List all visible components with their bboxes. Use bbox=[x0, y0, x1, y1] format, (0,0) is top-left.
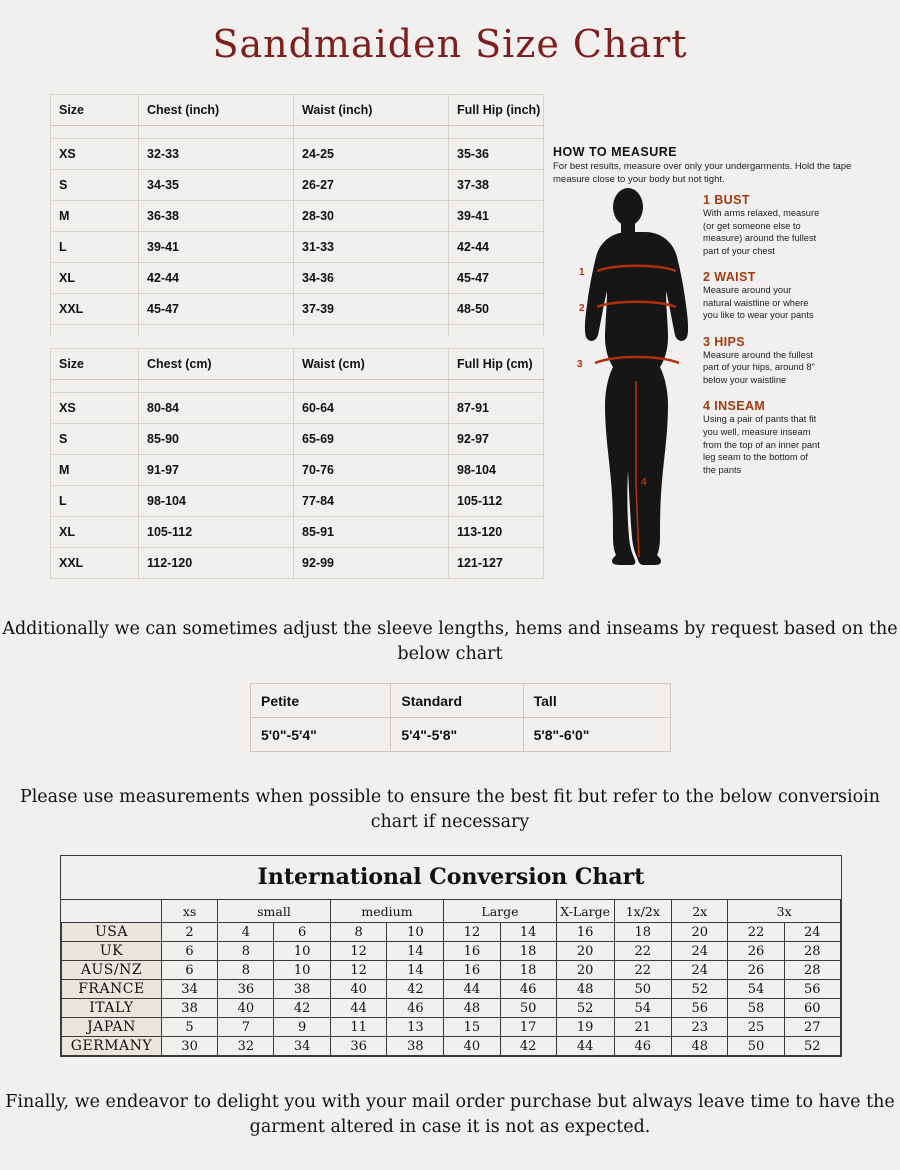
country-label: AUS/NZ bbox=[62, 961, 162, 980]
cell-waist: 24-25 bbox=[294, 139, 449, 170]
table-row bbox=[51, 170, 544, 201]
cell-size-value: 44 bbox=[444, 980, 500, 999]
table-row bbox=[62, 1018, 841, 1037]
cell-size-value: 44 bbox=[556, 1037, 614, 1056]
column-header-chest: Chest (cm) bbox=[139, 349, 294, 380]
cell-size-value: 18 bbox=[500, 961, 556, 980]
country-label: FRANCE bbox=[62, 980, 162, 999]
measure-note-inseam bbox=[703, 399, 893, 476]
cell-size-value: 6 bbox=[274, 923, 330, 942]
cell-hip: 45-47 bbox=[449, 263, 544, 294]
table-row bbox=[51, 232, 544, 263]
cell-size-value: 28 bbox=[784, 961, 840, 980]
cell-standard-range: 5'4"-5'8" bbox=[391, 718, 523, 752]
cell-hip: 105-112 bbox=[449, 486, 544, 517]
cell-size-value: 14 bbox=[387, 942, 444, 961]
table-row bbox=[62, 980, 841, 999]
cell-size-value: 4 bbox=[218, 923, 274, 942]
cell-size-value: 20 bbox=[556, 961, 614, 980]
cell-chest: 36-38 bbox=[139, 201, 294, 232]
cell-size-value: 16 bbox=[444, 961, 500, 980]
cell-hip: 87-91 bbox=[449, 393, 544, 424]
cell-hip: 37-38 bbox=[449, 170, 544, 201]
measure-marker-1: 1 bbox=[579, 267, 585, 278]
cell-size-value: 46 bbox=[387, 999, 444, 1018]
cell-chest: 105-112 bbox=[139, 517, 294, 548]
cell-size: L bbox=[51, 232, 139, 263]
table-spacer-row bbox=[51, 126, 544, 139]
measure-marker-3: 3 bbox=[577, 359, 583, 370]
cell-size: XS bbox=[51, 393, 139, 424]
cell-size-value: 46 bbox=[614, 1037, 672, 1056]
cell-size-value: 12 bbox=[330, 961, 387, 980]
cell-size-value: 42 bbox=[500, 1037, 556, 1056]
cell-size-value: 21 bbox=[614, 1018, 672, 1037]
cell-size: S bbox=[51, 170, 139, 201]
cell-size: XL bbox=[51, 263, 139, 294]
cell-size-value: 54 bbox=[614, 999, 672, 1018]
cell-size-value: 20 bbox=[556, 942, 614, 961]
cell-size-value: 27 bbox=[784, 1018, 840, 1037]
paragraph-closing: Finally, we endeavor to delight you with your mail order purchase but always leave time to have the garment altered in case it is not as expected. bbox=[5, 1092, 895, 1138]
conversion-chart-title: International Conversion Chart bbox=[61, 856, 841, 900]
cell-size-value: 9 bbox=[274, 1018, 330, 1037]
cell-size-value: 26 bbox=[728, 961, 784, 980]
international-conversion-chart bbox=[60, 855, 842, 1057]
table-row bbox=[51, 455, 544, 486]
table-row bbox=[62, 1037, 841, 1056]
cell-size-value: 7 bbox=[218, 1018, 274, 1037]
cell-size-value: 30 bbox=[161, 1037, 217, 1056]
group-xlarge: X-Large bbox=[556, 900, 614, 923]
cell-size-value: 22 bbox=[614, 942, 672, 961]
body-figure-illustration bbox=[553, 185, 703, 575]
cell-size-value: 40 bbox=[444, 1037, 500, 1056]
cell-waist: 26-27 bbox=[294, 170, 449, 201]
cell-size: M bbox=[51, 455, 139, 486]
height-range-table bbox=[250, 683, 671, 752]
cell-size-value: 25 bbox=[728, 1018, 784, 1037]
page-title: Sandmaiden Size Chart bbox=[212, 22, 688, 66]
cell-hip: 98-104 bbox=[449, 455, 544, 486]
cell-hip: 42-44 bbox=[449, 232, 544, 263]
size-table-centimeters bbox=[50, 348, 544, 579]
table-row bbox=[251, 718, 671, 752]
column-header-tall: Tall bbox=[523, 684, 670, 718]
cell-size-value: 14 bbox=[500, 923, 556, 942]
cell-petite-range: 5'0"-5'4" bbox=[251, 718, 391, 752]
cell-waist: 34-36 bbox=[294, 263, 449, 294]
group-3x: 3x bbox=[728, 900, 841, 923]
note-heading: 2 WAIST bbox=[703, 270, 756, 285]
note-heading: 4 INSEAM bbox=[703, 399, 766, 414]
cell-waist: 65-69 bbox=[294, 424, 449, 455]
table-row bbox=[62, 942, 841, 961]
table-row bbox=[62, 961, 841, 980]
cell-size-value: 34 bbox=[161, 980, 217, 999]
cell-size-value: 17 bbox=[500, 1018, 556, 1037]
cell-size-value: 19 bbox=[556, 1018, 614, 1037]
cell-waist: 31-33 bbox=[294, 232, 449, 263]
cell-size-value: 2 bbox=[161, 923, 217, 942]
cell-hip: 48-50 bbox=[449, 294, 544, 325]
cell-size-value: 22 bbox=[614, 961, 672, 980]
cell-size-value: 6 bbox=[161, 942, 217, 961]
cell-hip: 113-120 bbox=[449, 517, 544, 548]
table-row bbox=[51, 294, 544, 325]
group-medium: medium bbox=[330, 900, 444, 923]
how-to-measure-title: HOW TO MEASURE bbox=[553, 145, 678, 159]
country-label: JAPAN bbox=[62, 1018, 162, 1037]
table-spacer-row bbox=[51, 380, 544, 393]
cell-size-value: 11 bbox=[330, 1018, 387, 1037]
cell-chest: 112-120 bbox=[139, 548, 294, 579]
country-label: UK bbox=[62, 942, 162, 961]
size-table-inches bbox=[50, 94, 544, 337]
cell-chest: 80-84 bbox=[139, 393, 294, 424]
cell-waist: 60-64 bbox=[294, 393, 449, 424]
cell-size-value: 12 bbox=[330, 942, 387, 961]
cell-size-value: 38 bbox=[274, 980, 330, 999]
cell-size-value: 52 bbox=[784, 1037, 840, 1056]
group-large: Large bbox=[444, 900, 557, 923]
measure-notes-list bbox=[703, 193, 893, 489]
note-body: Using a pair of pants that fit you well, measure inseam from the top of an inner pant leg seam to the bottom of the pants bbox=[703, 414, 820, 475]
how-to-measure-subtitle: For best results, measure over only your undergarments. Hold the tape measure close to your body but not tight. bbox=[553, 161, 852, 185]
cell-size-value: 56 bbox=[784, 980, 840, 999]
group-1x2x: 1x/2x bbox=[614, 900, 672, 923]
cell-chest: 32-33 bbox=[139, 139, 294, 170]
cell-size: XS bbox=[51, 139, 139, 170]
cell-waist: 28-30 bbox=[294, 201, 449, 232]
cell-size-value: 23 bbox=[672, 1018, 728, 1037]
column-header-hip: Full Hip (inch) bbox=[449, 95, 544, 126]
cell-size-value: 10 bbox=[274, 942, 330, 961]
cell-size: XXL bbox=[51, 294, 139, 325]
cell-size-value: 14 bbox=[387, 961, 444, 980]
column-header-standard: Standard bbox=[391, 684, 523, 718]
cell-size: M bbox=[51, 201, 139, 232]
column-header-size: Size bbox=[51, 95, 139, 126]
table-row bbox=[51, 424, 544, 455]
cell-waist: 70-76 bbox=[294, 455, 449, 486]
cell-size-value: 56 bbox=[672, 999, 728, 1018]
table-spacer-row bbox=[51, 325, 544, 338]
note-body: With arms relaxed, measure (or get someone else to measure) around the fullest part of your chest bbox=[703, 208, 820, 256]
cell-size-value: 10 bbox=[274, 961, 330, 980]
cell-size-value: 22 bbox=[728, 923, 784, 942]
cell-chest: 45-47 bbox=[139, 294, 294, 325]
column-header-chest: Chest (inch) bbox=[139, 95, 294, 126]
paragraph-adjustments: Additionally we can sometimes adjust the sleeve lengths, hems and inseams by request based on the below chart bbox=[2, 619, 898, 665]
table-row bbox=[62, 999, 841, 1018]
cell-size-value: 13 bbox=[387, 1018, 444, 1037]
cell-hip: 35-36 bbox=[449, 139, 544, 170]
cell-size-value: 8 bbox=[330, 923, 387, 942]
cell-size-value: 58 bbox=[728, 999, 784, 1018]
cell-size-value: 38 bbox=[387, 1037, 444, 1056]
cell-size-value: 18 bbox=[500, 942, 556, 961]
how-to-measure-section bbox=[553, 145, 888, 575]
country-label: ITALY bbox=[62, 999, 162, 1018]
table-row bbox=[51, 201, 544, 232]
note-body: Measure around the fullest part of your hips, around 8" below your waistline bbox=[703, 349, 815, 385]
cell-size: XL bbox=[51, 517, 139, 548]
table-row bbox=[51, 517, 544, 548]
cell-size-value: 36 bbox=[218, 980, 274, 999]
cell-size-value: 32 bbox=[218, 1037, 274, 1056]
cell-size-value: 52 bbox=[556, 999, 614, 1018]
cell-size-value: 15 bbox=[444, 1018, 500, 1037]
cell-hip: 92-97 bbox=[449, 424, 544, 455]
cell-size-value: 52 bbox=[672, 980, 728, 999]
cell-size-value: 8 bbox=[218, 942, 274, 961]
cell-waist: 92-99 bbox=[294, 548, 449, 579]
female-silhouette-icon bbox=[553, 185, 703, 575]
cell-size-value: 44 bbox=[330, 999, 387, 1018]
cell-chest: 85-90 bbox=[139, 424, 294, 455]
cell-size-value: 6 bbox=[161, 961, 217, 980]
cell-waist: 77-84 bbox=[294, 486, 449, 517]
cell-chest: 42-44 bbox=[139, 263, 294, 294]
cell-size-value: 8 bbox=[218, 961, 274, 980]
column-header-size: Size bbox=[51, 349, 139, 380]
table-row bbox=[51, 486, 544, 517]
cell-size-value: 50 bbox=[728, 1037, 784, 1056]
column-header-petite: Petite bbox=[251, 684, 391, 718]
measure-note-waist bbox=[703, 270, 893, 322]
cell-size-value: 18 bbox=[614, 923, 672, 942]
note-body: Measure around your natural waistline or where you like to wear your pants bbox=[703, 285, 814, 321]
cell-hip: 39-41 bbox=[449, 201, 544, 232]
country-label: USA bbox=[62, 923, 162, 942]
cell-chest: 98-104 bbox=[139, 486, 294, 517]
conversion-table bbox=[61, 900, 841, 1056]
cell-size-value: 48 bbox=[556, 980, 614, 999]
measure-note-hips bbox=[703, 335, 893, 387]
cell-size-value: 54 bbox=[728, 980, 784, 999]
group-small: small bbox=[218, 900, 331, 923]
column-header-waist: Waist (cm) bbox=[294, 349, 449, 380]
cell-size-value: 50 bbox=[500, 999, 556, 1018]
group-blank bbox=[62, 900, 162, 923]
table-header-row bbox=[51, 95, 544, 126]
cell-size-value: 42 bbox=[274, 999, 330, 1018]
cell-waist: 85-91 bbox=[294, 517, 449, 548]
cell-size-value: 48 bbox=[672, 1037, 728, 1056]
cell-hip: 121-127 bbox=[449, 548, 544, 579]
cell-size-value: 50 bbox=[614, 980, 672, 999]
cell-size-value: 20 bbox=[672, 923, 728, 942]
measure-marker-4: 4 bbox=[641, 477, 647, 488]
cell-chest: 39-41 bbox=[139, 232, 294, 263]
table-header-row bbox=[51, 349, 544, 380]
cell-size-value: 40 bbox=[218, 999, 274, 1018]
conversion-group-row bbox=[62, 900, 841, 923]
measure-marker-2: 2 bbox=[579, 303, 585, 314]
measure-note-bust bbox=[703, 193, 893, 257]
cell-size-value: 16 bbox=[444, 942, 500, 961]
cell-chest: 34-35 bbox=[139, 170, 294, 201]
table-row bbox=[51, 263, 544, 294]
cell-size: XXL bbox=[51, 548, 139, 579]
cell-size-value: 24 bbox=[784, 923, 840, 942]
table-row bbox=[51, 548, 544, 579]
cell-size-value: 42 bbox=[387, 980, 444, 999]
table-row bbox=[62, 923, 841, 942]
column-header-waist: Waist (inch) bbox=[294, 95, 449, 126]
cell-size-value: 16 bbox=[556, 923, 614, 942]
cell-size-value: 60 bbox=[784, 999, 840, 1018]
cell-size-value: 24 bbox=[672, 961, 728, 980]
cell-size-value: 36 bbox=[330, 1037, 387, 1056]
cell-size-value: 24 bbox=[672, 942, 728, 961]
table-row bbox=[51, 139, 544, 170]
table-header-row bbox=[251, 684, 671, 718]
cell-size-value: 34 bbox=[274, 1037, 330, 1056]
cell-size: S bbox=[51, 424, 139, 455]
paragraph-measurements: Please use measurements when possible to ensure the best fit but refer to the below conversioin chart if necessary bbox=[19, 787, 881, 833]
column-header-hip: Full Hip (cm) bbox=[449, 349, 544, 380]
cell-tall-range: 5'8"-6'0" bbox=[523, 718, 670, 752]
cell-size-value: 38 bbox=[161, 999, 217, 1018]
group-xs: xs bbox=[161, 900, 217, 923]
cell-size: L bbox=[51, 486, 139, 517]
cell-size-value: 10 bbox=[387, 923, 444, 942]
cell-size-value: 12 bbox=[444, 923, 500, 942]
note-heading: 1 BUST bbox=[703, 193, 750, 207]
cell-waist: 37-39 bbox=[294, 294, 449, 325]
cell-size-value: 46 bbox=[500, 980, 556, 999]
group-2x: 2x bbox=[672, 900, 728, 923]
cell-size-value: 28 bbox=[784, 942, 840, 961]
table-row bbox=[51, 393, 544, 424]
cell-size-value: 26 bbox=[728, 942, 784, 961]
cell-chest: 91-97 bbox=[139, 455, 294, 486]
note-heading: 3 HIPS bbox=[703, 334, 745, 349]
cell-size-value: 40 bbox=[330, 980, 387, 999]
cell-size-value: 48 bbox=[444, 999, 500, 1018]
country-label: GERMANY bbox=[62, 1037, 162, 1056]
cell-size-value: 5 bbox=[161, 1018, 217, 1037]
